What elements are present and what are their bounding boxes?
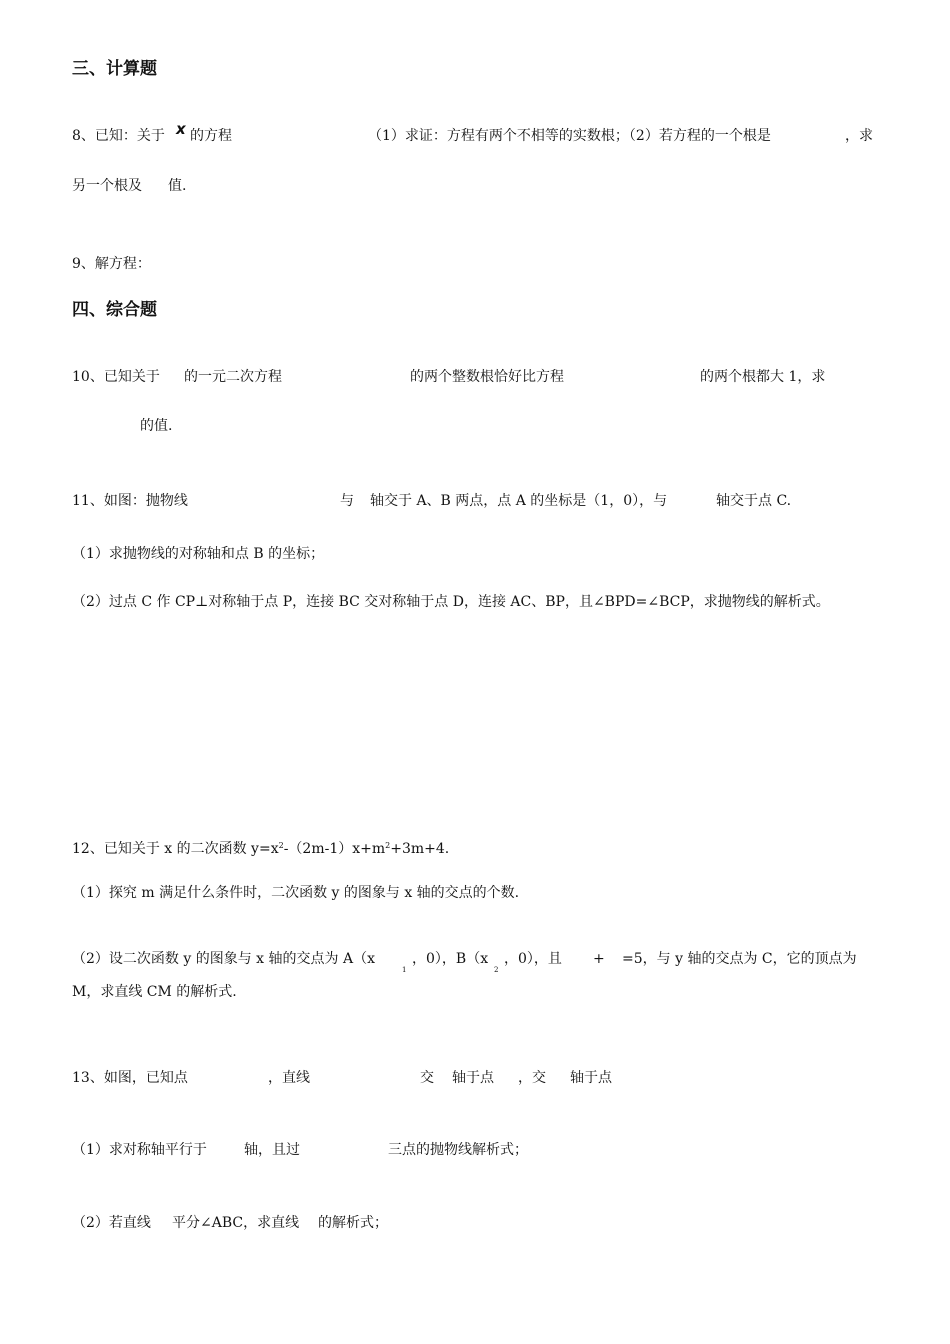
q12-sub2-index-1: 1 <box>402 966 407 974</box>
q12-heading-c: +3m+4. <box>390 841 450 857</box>
q11-and: 与 <box>340 493 354 509</box>
q10-intro: 10、已知关于 <box>72 369 160 385</box>
q12-sub2-plus: + <box>593 951 605 967</box>
q12-sub2-line2: M，求直线 CM 的解析式. <box>72 984 237 1000</box>
q10-equation-label: 的一元二次方程 <box>184 369 282 385</box>
q10-line2: 的值. <box>140 418 173 434</box>
q8-ask: ，求 <box>845 128 873 144</box>
q12-sub2-c: ，0），且 <box>504 951 562 967</box>
q8-line2-b: 值. <box>168 178 187 194</box>
q10-integer-roots: 的两个整数根恰好比方程 <box>410 369 564 385</box>
q12-sub2-index-2: 2 <box>494 966 499 974</box>
section-heading-comprehensive: 四、综合题 <box>72 300 157 320</box>
q13-intersects-2: ，交 <box>518 1070 546 1086</box>
q13-axis-point-2: 轴于点 <box>570 1070 612 1086</box>
q13-intro: 13、如图，已知点 <box>72 1070 188 1086</box>
q13-sub1-b: 轴，且过 <box>244 1142 300 1158</box>
q8-intro: 8、已知：关于 <box>72 128 165 144</box>
q13-sub2-b: 平分∠ABC，求直线 <box>172 1215 300 1231</box>
q12-exponent-2: 2 <box>385 841 391 850</box>
q12-heading-a: 12、已知关于 x 的二次函数 y=x <box>72 841 279 857</box>
q13-intersects: 交 <box>420 1070 434 1086</box>
q13-sub1-c: 三点的抛物线解析式； <box>388 1142 528 1158</box>
q12-sub2-d: =5，与 y 轴的交点为 C，它的顶点为 <box>622 951 857 967</box>
q13-sub1-a: （1）求对称轴平行于 <box>72 1142 207 1158</box>
q13-line: ，直线 <box>268 1070 310 1086</box>
q12-heading-b: -（2m-1）x+m <box>283 841 386 857</box>
q11-sub1: （1）求抛物线的对称轴和点 B 的坐标； <box>72 546 325 562</box>
q11-intro: 11、如图：抛物线 <box>72 493 188 509</box>
q13-sub2-a: （2）若直线 <box>72 1215 151 1231</box>
q13-axis-point-1: 轴于点 <box>452 1070 494 1086</box>
q12-sub1: （1）探究 m 满足什么条件时，二次函数 y 的图象与 x 轴的交点的个数. <box>72 885 520 901</box>
q9-text: 9、解方程： <box>72 256 151 272</box>
q8-variable-x: x <box>176 120 186 138</box>
q11-intersections: 轴交于 A、B 两点，点 A 的坐标是（1，0），与 <box>370 493 668 509</box>
q8-equation-label: 的方程 <box>190 128 232 144</box>
q13-sub2-c: 的解析式； <box>318 1215 388 1231</box>
q12-sub2-a: （2）设二次函数 y 的图象与 x 轴的交点为 A（x <box>72 951 375 967</box>
q8-subquestions: （1）求证：方程有两个不相等的实数根；（2）若方程的一个根是 <box>368 128 771 144</box>
q8-line2-a: 另一个根及 <box>72 178 142 194</box>
q11-point-c: 轴交于点 C. <box>716 493 792 509</box>
q12-heading <box>72 836 449 859</box>
q12-sub2-b: ，0），B（x <box>412 951 489 967</box>
section-heading-calculation: 三、计算题 <box>72 59 157 79</box>
q11-sub2: （2）过点 C 作 CP⊥对称轴于点 P，连接 BC 交对称轴于点 D，连接 AC、BP，且∠BPD=∠BCP，求抛物线的解析式。 <box>72 594 830 610</box>
q10-larger-by-one: 的两个根都大 1，求 <box>700 369 826 385</box>
q12-exponent-1: 2 <box>278 841 284 850</box>
